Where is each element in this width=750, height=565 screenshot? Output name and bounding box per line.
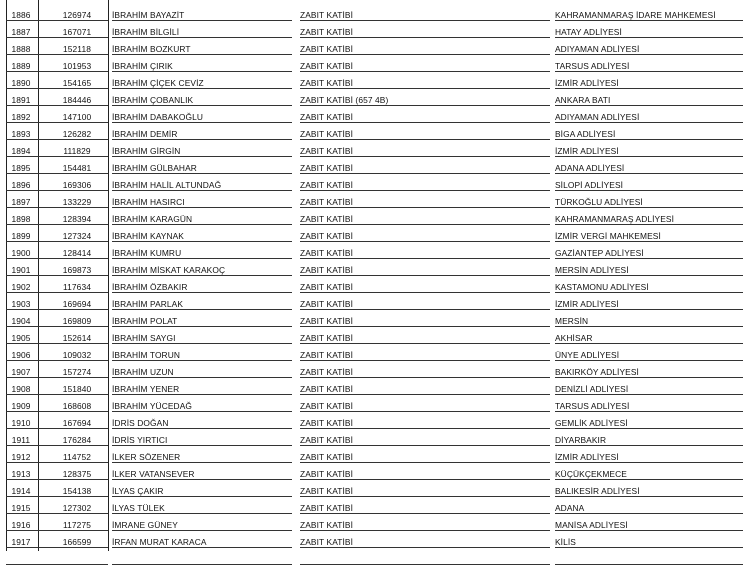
person-name: İLYAS ÇAKIR	[112, 486, 164, 496]
row-number: 1897	[11, 197, 31, 207]
registry-number: 184446	[62, 95, 92, 105]
workplace: İZMİR ADLİYESİ	[555, 146, 619, 156]
person-name: İBRAHİM UZUN	[112, 367, 174, 377]
person-name: İBRAHİM ÖZBAKIR	[112, 282, 188, 292]
job-title: ZABIT KATİBİ	[300, 163, 354, 173]
table-row	[0, 7, 750, 24]
workplace: GEMLİK ADLİYESİ	[555, 418, 628, 428]
job-title: ZABIT KATİBİ	[300, 452, 354, 462]
table-row	[0, 262, 750, 279]
workplace: KİLİS	[555, 537, 576, 547]
registry-number: 147100	[62, 112, 92, 122]
job-title: ZABIT KATİBİ	[300, 265, 354, 275]
workplace: ADIYAMAN ADLİYESİ	[555, 112, 640, 122]
job-title: ZABIT KATİBİ	[300, 520, 354, 530]
row-number: 1911	[11, 435, 31, 445]
workplace: KAHRAMANMARAŞ İDARE MAHKEMESİ	[555, 10, 716, 20]
person-name: İBRAHİM SAYGI	[112, 333, 176, 343]
table-row	[0, 126, 750, 143]
person-name: İBRAHİM POLAT	[112, 316, 178, 326]
table-row	[0, 330, 750, 347]
workplace: MERSİN ADLİYESİ	[555, 265, 629, 275]
job-title: ZABIT KATİBİ	[300, 44, 354, 54]
table-row	[0, 211, 750, 228]
row-number: 1900	[11, 248, 31, 258]
registry-number: 128394	[62, 214, 92, 224]
job-title: ZABIT KATİBİ	[300, 146, 354, 156]
row-number: 1895	[11, 163, 31, 173]
table-row	[0, 364, 750, 381]
person-name: İLKER VATANSEVER	[112, 469, 195, 479]
job-title: ZABIT KATİBİ	[300, 61, 354, 71]
registry-number: 167071	[62, 27, 92, 37]
workplace: BALIKESİR ADLİYESİ	[555, 486, 640, 496]
person-name: İLYAS TÜLEK	[112, 503, 165, 513]
table-row	[0, 432, 750, 449]
row-number: 1916	[11, 520, 31, 530]
workplace: İZMİR VERGİ MAHKEMESİ	[555, 231, 661, 241]
person-name: İBRAHİM KAYNAK	[112, 231, 184, 241]
table-row	[0, 177, 750, 194]
job-title: ZABIT KATİBİ	[300, 384, 354, 394]
registry-number: 128414	[62, 248, 92, 258]
row-number: 1913	[11, 469, 31, 479]
workplace: TARSUS ADLİYESİ	[555, 61, 630, 71]
registry-number: 154481	[62, 163, 92, 173]
row-number: 1914	[11, 486, 31, 496]
person-name: İBRAHİM YENER	[112, 384, 180, 394]
person-name: İBRAHİM PARLAK	[112, 299, 184, 309]
table-row	[0, 24, 750, 41]
table-row	[0, 313, 750, 330]
person-name: İRFAN MURAT KARACA	[112, 537, 207, 547]
table-row	[0, 296, 750, 313]
row-number: 1896	[11, 180, 31, 190]
person-name: İDRİS YIRTICI	[112, 435, 168, 445]
row-number: 1910	[11, 418, 31, 428]
row-number: 1917	[11, 537, 31, 547]
registry-number: 152614	[62, 333, 92, 343]
job-title: ZABIT KATİBİ	[300, 282, 354, 292]
registry-number: 152118	[63, 44, 91, 54]
job-title: ZABIT KATİBİ	[300, 27, 354, 37]
person-name: İBRAHİM DEMİR	[112, 129, 178, 139]
person-name: İBRAHİM GİRGİN	[112, 146, 181, 156]
workplace: KASTAMONU ADLİYESİ	[555, 282, 649, 292]
job-title: ZABIT KATİBİ	[300, 299, 354, 309]
job-title: ZABIT KATİBİ	[300, 503, 354, 513]
row-number: 1888	[11, 44, 31, 54]
registry-number: 154138	[62, 486, 92, 496]
person-name: İBRAHİM ÇOBANLIK	[112, 95, 194, 105]
table-row	[0, 500, 750, 517]
table-row	[0, 517, 750, 534]
row-number: 1892	[11, 112, 31, 122]
workplace: MANİSA ADLİYESİ	[555, 520, 628, 530]
row-number: 1915	[11, 503, 31, 513]
registry-number: 168608	[62, 401, 92, 411]
job-title: ZABIT KATİBİ	[300, 469, 354, 479]
workplace: ÜNYE ADLİYESİ	[555, 350, 620, 360]
table-row	[0, 534, 750, 551]
person-name: İBRAHİM HASIRCI	[112, 197, 185, 207]
table-row	[0, 109, 750, 126]
registry-number: 166599	[62, 537, 92, 547]
workplace: HATAY ADLİYESİ	[555, 27, 622, 37]
registry-number: 114752	[63, 452, 91, 462]
job-title: ZABIT KATİBİ	[300, 333, 354, 343]
registry-number: 157274	[62, 367, 92, 377]
row-number: 1903	[11, 299, 31, 309]
row-number: 1907	[11, 367, 31, 377]
job-title: ZABIT KATİBİ	[300, 367, 354, 377]
person-name: İBRAHİM KARAGÜN	[112, 214, 193, 224]
workplace: ADANA	[555, 503, 585, 513]
row-number: 1891	[11, 95, 31, 105]
job-title: ZABIT KATİBİ	[300, 316, 354, 326]
table-row	[0, 279, 750, 296]
job-title: ZABIT KATİBİ	[300, 350, 354, 360]
workplace: TARSUS ADLİYESİ	[555, 401, 630, 411]
workplace: GAZİANTEP ADLİYESİ	[555, 248, 644, 258]
row-number: 1886	[11, 10, 31, 20]
person-name: İMRANE GÜNEY	[112, 520, 178, 530]
table-row	[0, 160, 750, 177]
workplace: MERSİN	[555, 316, 589, 326]
registry-number: 169873	[62, 265, 92, 275]
job-title: ZABIT KATİBİ	[300, 112, 354, 122]
row-number: 1889	[11, 61, 31, 71]
workplace: KAHRAMANMARAŞ ADLİYESİ	[555, 214, 675, 224]
row-number: 1909	[11, 401, 31, 411]
workplace: TÜRKOĞLU ADLİYESİ	[555, 197, 643, 207]
registry-number: 126974	[62, 10, 92, 20]
table-row	[0, 92, 750, 109]
job-title: ZABIT KATİBİ	[300, 180, 354, 190]
person-name: İBRAHİM HALİL ALTUNDAĞ	[112, 180, 222, 190]
person-name: İBRAHİM BAYAZİT	[112, 10, 185, 20]
registry-number: 133229	[62, 197, 92, 207]
table-row	[0, 58, 750, 75]
table-row	[0, 415, 750, 432]
row-number: 1898	[11, 214, 31, 224]
person-name: İBRAHİM TORUN	[112, 350, 180, 360]
workplace: BİGA ADLİYESİ	[555, 129, 616, 139]
table-row	[0, 75, 750, 92]
job-title: ZABIT KATİBİ	[300, 129, 354, 139]
table-row	[0, 466, 750, 483]
person-name: İBRAHİM YÜCEDAĞ	[112, 401, 192, 411]
workplace: SİLOPİ ADLİYESİ	[555, 180, 624, 190]
registry-number: 117275	[63, 520, 91, 530]
job-title: ZABIT KATİBİ	[300, 435, 354, 445]
registry-number: 169694	[62, 299, 92, 309]
job-title: ZABIT KATİBİ	[300, 214, 354, 224]
table-row	[0, 483, 750, 500]
person-name: İBRAHİM BİLGİLİ	[112, 27, 180, 37]
table-row	[0, 245, 750, 262]
workplace: DENİZLİ ADLİYESİ	[555, 384, 629, 394]
table-row	[0, 347, 750, 364]
person-name: İLKER SÖZENER	[112, 452, 181, 462]
registry-number: 101953	[62, 61, 92, 71]
person-name: İBRAHİM GÜLBAHAR	[112, 163, 197, 173]
workplace: BAKIRKÖY ADLİYESİ	[555, 367, 639, 377]
person-name: İBRAHİM BOZKURT	[112, 44, 191, 54]
registry-number: 151840	[62, 384, 92, 394]
job-title: ZABIT KATİBİ	[300, 231, 354, 241]
job-title: ZABIT KATİBİ (657 4B)	[300, 95, 389, 105]
row-number: 1902	[11, 282, 31, 292]
person-name: İBRAHİM ÇİÇEK CEVİZ	[112, 78, 204, 88]
job-title: ZABIT KATİBİ	[300, 10, 354, 20]
row-number: 1908	[11, 384, 31, 394]
registry-number: 154165	[62, 78, 92, 88]
registry-number: 176284	[62, 435, 92, 445]
row-number: 1905	[11, 333, 31, 343]
table-row	[0, 398, 750, 415]
table-row	[0, 143, 750, 160]
registry-number: 111829	[63, 146, 91, 156]
table-row	[0, 41, 750, 58]
workplace: ADANA ADLİYESİ	[555, 163, 625, 173]
row-number: 1893	[11, 129, 31, 139]
table-row	[0, 381, 750, 398]
workplace: KÜÇÜKÇEKMECE	[555, 469, 627, 479]
job-title: ZABIT KATİBİ	[300, 78, 354, 88]
registry-number: 126282	[62, 129, 92, 139]
job-title: ZABIT KATİBİ	[300, 401, 354, 411]
table-row	[0, 194, 750, 211]
row-number: 1906	[11, 350, 31, 360]
registry-number: 128375	[62, 469, 92, 479]
registry-number: 127324	[62, 231, 92, 241]
row-number: 1890	[11, 78, 31, 88]
row-number: 1894	[11, 146, 31, 156]
job-title: ZABIT KATİBİ	[300, 537, 354, 547]
job-title: ZABIT KATİBİ	[300, 418, 354, 428]
workplace: AKHİSAR	[555, 333, 593, 343]
person-name: İBRAHİM MİSKAT KARAKOÇ	[112, 265, 226, 275]
workplace: İZMİR ADLİYESİ	[555, 78, 619, 88]
registry-number: 167694	[62, 418, 92, 428]
person-name: İBRAHİM KUMRU	[112, 248, 182, 258]
registry-number: 169306	[62, 180, 92, 190]
workplace: İZMİR ADLİYESİ	[555, 299, 619, 309]
row-number: 1899	[11, 231, 31, 241]
registry-number: 127302	[62, 503, 92, 513]
job-title: ZABIT KATİBİ	[300, 197, 354, 207]
job-title: ZABIT KATİBİ	[300, 248, 354, 258]
registry-number: 109032	[62, 350, 92, 360]
row-number: 1901	[11, 265, 31, 275]
table-row	[0, 228, 750, 245]
person-name: İBRAHİM ÇIRIK	[112, 61, 173, 71]
workplace: İZMİR ADLİYESİ	[555, 452, 619, 462]
person-name: İBRAHİM DABAKOĞLU	[112, 112, 204, 122]
row-number: 1904	[11, 316, 31, 326]
workplace: DİYARBAKIR	[555, 435, 607, 445]
registry-number: 169809	[62, 316, 92, 326]
row-number: 1912	[11, 452, 31, 462]
row-number: 1887	[11, 27, 31, 37]
registry-number: 117634	[63, 282, 91, 292]
job-title: ZABIT KATİBİ	[300, 486, 354, 496]
table-row	[0, 449, 750, 466]
workplace: ADIYAMAN ADLİYESİ	[555, 44, 640, 54]
person-name: İDRİS DOĞAN	[112, 418, 169, 428]
workplace: ANKARA BATI	[555, 95, 611, 105]
